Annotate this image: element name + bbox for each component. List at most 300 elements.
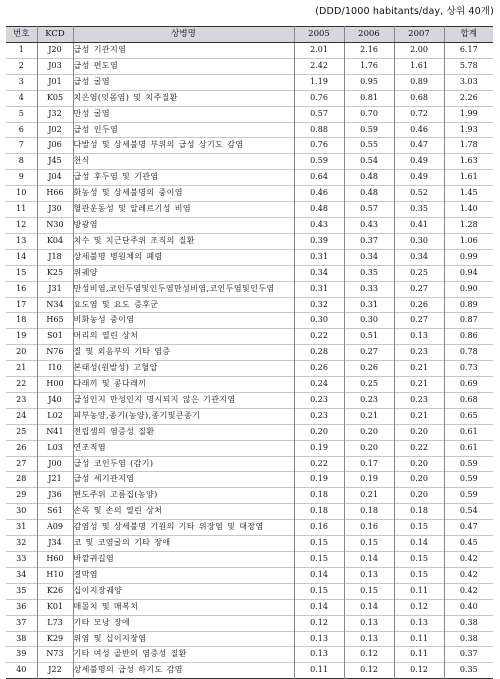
cell-disease-name: 급성 편도염 xyxy=(73,58,294,74)
cell-no: 19 xyxy=(6,329,37,345)
cell-2005: 0.14 xyxy=(294,599,344,615)
cell-disease-name: 기타 모낭 장애 xyxy=(73,615,294,631)
cell-no: 24 xyxy=(6,408,37,424)
cell-kcd: J01 xyxy=(37,74,73,90)
cell-no: 21 xyxy=(6,361,37,377)
cell-no: 33 xyxy=(6,552,37,568)
cell-total: 0.86 xyxy=(444,329,493,345)
cell-2006: 0.30 xyxy=(344,313,394,329)
cell-kcd: J06 xyxy=(37,138,73,154)
cell-no: 35 xyxy=(6,583,37,599)
cell-2006: 0.13 xyxy=(344,615,394,631)
cell-2005: 0.31 xyxy=(294,249,344,265)
cell-2007: 0.20 xyxy=(394,424,444,440)
cell-kcd: K01 xyxy=(37,599,73,615)
cell-total: 1.40 xyxy=(444,202,493,218)
cell-kcd: J21 xyxy=(37,472,73,488)
cell-2005: 0.15 xyxy=(294,583,344,599)
cell-2007: 0.20 xyxy=(394,472,444,488)
cell-total: 0.59 xyxy=(444,472,493,488)
cell-2007: 0.89 xyxy=(394,74,444,90)
cell-no: 9 xyxy=(6,170,37,186)
header-2007: 2007 xyxy=(394,27,444,43)
cell-2006: 0.16 xyxy=(344,520,394,536)
cell-2006: 0.48 xyxy=(344,170,394,186)
cell-no: 22 xyxy=(6,377,37,393)
cell-kcd: S01 xyxy=(37,329,73,345)
cell-2006: 0.26 xyxy=(344,361,394,377)
table-row xyxy=(6,313,493,329)
cell-2005: 2.42 xyxy=(294,58,344,74)
cell-total: 0.68 xyxy=(444,392,493,408)
header-total: 합계 xyxy=(444,27,493,43)
cell-kcd: S61 xyxy=(37,504,73,520)
header-2006: 2006 xyxy=(344,27,394,43)
table-row xyxy=(6,329,493,345)
table-row xyxy=(6,520,493,536)
cell-kcd: J18 xyxy=(37,249,73,265)
cell-no: 29 xyxy=(6,488,37,504)
table-row xyxy=(6,377,493,393)
cell-disease-name: 급성 세기관지염 xyxy=(73,472,294,488)
cell-2007: 0.13 xyxy=(394,615,444,631)
cell-kcd: J30 xyxy=(37,202,73,218)
cell-disease-name: 방광염 xyxy=(73,217,294,233)
cell-total: 1.99 xyxy=(444,106,493,122)
cell-2007: 0.11 xyxy=(394,631,444,647)
antibiotic-usage-table xyxy=(6,26,493,679)
cell-no: 37 xyxy=(6,615,37,631)
cell-kcd: J04 xyxy=(37,170,73,186)
cell-no: 5 xyxy=(6,106,37,122)
cell-2006: 0.15 xyxy=(344,536,394,552)
cell-2007: 0.52 xyxy=(394,186,444,202)
cell-2005: 0.19 xyxy=(294,440,344,456)
cell-no: 26 xyxy=(6,440,37,456)
cell-kcd: H66 xyxy=(37,186,73,202)
cell-disease-name: 감염성 및 상세불명 기원의 기타 위장염 및 대장염 xyxy=(73,520,294,536)
cell-kcd: J32 xyxy=(37,106,73,122)
table-row xyxy=(6,202,493,218)
cell-kcd: N76 xyxy=(37,345,73,361)
cell-2005: 0.14 xyxy=(294,567,344,583)
cell-kcd: I10 xyxy=(37,361,73,377)
table-row xyxy=(6,345,493,361)
cell-2007: 0.72 xyxy=(394,106,444,122)
cell-kcd: N73 xyxy=(37,647,73,663)
cell-kcd: J34 xyxy=(37,536,73,552)
cell-2006: 0.25 xyxy=(344,377,394,393)
cell-2005: 0.64 xyxy=(294,170,344,186)
cell-2007: 2.00 xyxy=(394,43,444,59)
cell-2005: 0.22 xyxy=(294,329,344,345)
cell-total: 0.61 xyxy=(444,440,493,456)
cell-disease-name: 비화농성 중이염 xyxy=(73,313,294,329)
cell-2005: 0.13 xyxy=(294,647,344,663)
cell-kcd: J45 xyxy=(37,154,73,170)
cell-2006: 0.20 xyxy=(344,440,394,456)
cell-total: 0.40 xyxy=(444,599,493,615)
cell-no: 16 xyxy=(6,281,37,297)
table-row xyxy=(6,106,493,122)
cell-disease-name: 요도염 및 요도 증후군 xyxy=(73,297,294,313)
cell-disease-name: 위궤양 xyxy=(73,265,294,281)
cell-2006: 0.17 xyxy=(344,456,394,472)
cell-2006: 0.13 xyxy=(344,631,394,647)
table-row xyxy=(6,424,493,440)
cell-2005: 2.01 xyxy=(294,43,344,59)
cell-2006: 0.34 xyxy=(344,249,394,265)
cell-kcd: N41 xyxy=(37,424,73,440)
cell-2007: 0.21 xyxy=(394,408,444,424)
table-row xyxy=(6,265,493,281)
cell-2006: 0.14 xyxy=(344,552,394,568)
header-row xyxy=(6,27,493,43)
cell-total: 0.37 xyxy=(444,647,493,663)
cell-2005: 0.59 xyxy=(294,154,344,170)
cell-2006: 0.19 xyxy=(344,472,394,488)
table-row xyxy=(6,488,493,504)
cell-disease-name: 전립샘의 염증성 질환 xyxy=(73,424,294,440)
cell-2005: 0.43 xyxy=(294,217,344,233)
cell-disease-name: 급성 코인두염 (감기) xyxy=(73,456,294,472)
cell-disease-name: 급성인지 만성인지 명시되지 않은 기관지염 xyxy=(73,392,294,408)
cell-2006: 2.16 xyxy=(344,43,394,59)
table-row xyxy=(6,408,493,424)
table-row xyxy=(6,583,493,599)
cell-disease-name: 치수 및 치근단주위 조직의 질환 xyxy=(73,233,294,249)
cell-no: 31 xyxy=(6,520,37,536)
cell-2006: 1.76 xyxy=(344,58,394,74)
header-2005: 2005 xyxy=(294,27,344,43)
cell-2007: 0.25 xyxy=(394,265,444,281)
cell-2006: 0.70 xyxy=(344,106,394,122)
cell-no: 4 xyxy=(6,90,37,106)
cell-2007: 0.49 xyxy=(394,154,444,170)
cell-kcd: H00 xyxy=(37,377,73,393)
cell-no: 1 xyxy=(6,43,37,59)
cell-kcd: K26 xyxy=(37,583,73,599)
cell-disease-name: 손목 및 손의 열린 상처 xyxy=(73,504,294,520)
cell-2007: 0.23 xyxy=(394,345,444,361)
cell-2007: 0.14 xyxy=(394,536,444,552)
cell-disease-name: 상세불명의 급성 하기도 감염 xyxy=(73,663,294,679)
cell-total: 0.38 xyxy=(444,631,493,647)
cell-disease-name: 화농성 및 상세불명의 중이염 xyxy=(73,186,294,202)
cell-2006: 0.12 xyxy=(344,663,394,679)
cell-total: 0.90 xyxy=(444,281,493,297)
cell-total: 2.26 xyxy=(444,90,493,106)
cell-2005: 0.57 xyxy=(294,106,344,122)
cell-2007: 0.13 xyxy=(394,329,444,345)
cell-2007: 0.27 xyxy=(394,281,444,297)
cell-no: 13 xyxy=(6,233,37,249)
cell-total: 0.35 xyxy=(444,663,493,679)
cell-disease-name: 연조직염 xyxy=(73,440,294,456)
cell-total: 1.45 xyxy=(444,186,493,202)
cell-kcd: J03 xyxy=(37,58,73,74)
cell-no: 17 xyxy=(6,297,37,313)
cell-disease-name: 천식 xyxy=(73,154,294,170)
cell-no: 14 xyxy=(6,249,37,265)
cell-2005: 0.28 xyxy=(294,345,344,361)
cell-disease-name: 급성 굴염 xyxy=(73,74,294,90)
cell-kcd: J40 xyxy=(37,392,73,408)
cell-2005: 0.39 xyxy=(294,233,344,249)
cell-total: 1.93 xyxy=(444,122,493,138)
cell-disease-name: 상세불명 병원체의 폐렴 xyxy=(73,249,294,265)
cell-disease-name: 급성 인두염 xyxy=(73,122,294,138)
cell-total: 0.42 xyxy=(444,567,493,583)
cell-no: 10 xyxy=(6,186,37,202)
cell-total: 0.78 xyxy=(444,345,493,361)
cell-no: 36 xyxy=(6,599,37,615)
cell-kcd: J20 xyxy=(37,43,73,59)
cell-total: 5.78 xyxy=(444,58,493,74)
cell-2005: 0.15 xyxy=(294,552,344,568)
cell-no: 11 xyxy=(6,202,37,218)
cell-2006: 0.48 xyxy=(344,186,394,202)
cell-2007: 0.26 xyxy=(394,297,444,313)
cell-2006: 0.57 xyxy=(344,202,394,218)
cell-disease-name: 혈관운동성 및 알레르기성 비염 xyxy=(73,202,294,218)
cell-total: 0.47 xyxy=(444,520,493,536)
cell-kcd: A09 xyxy=(37,520,73,536)
cell-total: 0.45 xyxy=(444,536,493,552)
cell-2005: 0.48 xyxy=(294,202,344,218)
table-row xyxy=(6,281,493,297)
cell-2006: 0.33 xyxy=(344,281,394,297)
cell-2005: 0.16 xyxy=(294,520,344,536)
table-row xyxy=(6,154,493,170)
cell-no: 32 xyxy=(6,536,37,552)
table-row xyxy=(6,552,493,568)
cell-no: 15 xyxy=(6,265,37,281)
cell-2006: 0.59 xyxy=(344,122,394,138)
table-row xyxy=(6,599,493,615)
cell-2006: 0.15 xyxy=(344,583,394,599)
cell-2007: 0.18 xyxy=(394,504,444,520)
cell-2007: 0.46 xyxy=(394,122,444,138)
cell-2005: 0.13 xyxy=(294,631,344,647)
cell-no: 18 xyxy=(6,313,37,329)
cell-no: 23 xyxy=(6,392,37,408)
cell-disease-name: 질 및 외음부의 기타 염증 xyxy=(73,345,294,361)
cell-kcd: J36 xyxy=(37,488,73,504)
cell-total: 6.17 xyxy=(444,43,493,59)
cell-2006: 0.55 xyxy=(344,138,394,154)
cell-kcd: H65 xyxy=(37,313,73,329)
cell-kcd: J02 xyxy=(37,122,73,138)
cell-disease-name: 결막염 xyxy=(73,567,294,583)
cell-total: 1.28 xyxy=(444,217,493,233)
table-row xyxy=(6,615,493,631)
cell-kcd: K29 xyxy=(37,631,73,647)
cell-2007: 0.34 xyxy=(394,249,444,265)
cell-2006: 0.21 xyxy=(344,488,394,504)
cell-total: 0.54 xyxy=(444,504,493,520)
cell-2005: 0.76 xyxy=(294,90,344,106)
table-row xyxy=(6,138,493,154)
table-row xyxy=(6,631,493,647)
cell-2007: 0.21 xyxy=(394,377,444,393)
cell-disease-name: 편도주위 고름집(농양) xyxy=(73,488,294,504)
cell-total: 0.61 xyxy=(444,424,493,440)
cell-total: 3.03 xyxy=(444,74,493,90)
cell-2006: 0.35 xyxy=(344,265,394,281)
cell-2007: 0.41 xyxy=(394,217,444,233)
cell-2005: 1.19 xyxy=(294,74,344,90)
table-row xyxy=(6,456,493,472)
cell-no: 38 xyxy=(6,631,37,647)
cell-disease-name: 다래끼 및 콩다래끼 xyxy=(73,377,294,393)
cell-kcd: N30 xyxy=(37,217,73,233)
table-row xyxy=(6,567,493,583)
cell-2007: 0.20 xyxy=(394,488,444,504)
cell-2007: 0.15 xyxy=(394,552,444,568)
cell-2005: 0.26 xyxy=(294,361,344,377)
cell-kcd: H60 xyxy=(37,552,73,568)
cell-2007: 0.15 xyxy=(394,520,444,536)
cell-total: 0.38 xyxy=(444,615,493,631)
cell-no: 3 xyxy=(6,74,37,90)
cell-disease-name: 기타 여성 골반의 염증성 질환 xyxy=(73,647,294,663)
cell-2007: 0.47 xyxy=(394,138,444,154)
table-row xyxy=(6,43,493,59)
table-row xyxy=(6,663,493,679)
cell-no: 34 xyxy=(6,567,37,583)
cell-2007: 0.49 xyxy=(394,170,444,186)
cell-2005: 0.18 xyxy=(294,488,344,504)
cell-2006: 0.37 xyxy=(344,233,394,249)
cell-2005: 0.46 xyxy=(294,186,344,202)
cell-2005: 0.15 xyxy=(294,536,344,552)
cell-2005: 0.31 xyxy=(294,281,344,297)
table-body xyxy=(6,43,493,679)
cell-2006: 0.43 xyxy=(344,217,394,233)
cell-kcd: J31 xyxy=(37,281,73,297)
cell-kcd: L73 xyxy=(37,615,73,631)
cell-2005: 0.88 xyxy=(294,122,344,138)
cell-disease-name: 치은염(잇몸염) 및 치주질환 xyxy=(73,90,294,106)
cell-2006: 0.14 xyxy=(344,599,394,615)
cell-2007: 0.11 xyxy=(394,583,444,599)
table-row xyxy=(6,122,493,138)
cell-2006: 0.51 xyxy=(344,329,394,345)
table-row xyxy=(6,74,493,90)
cell-2006: 0.95 xyxy=(344,74,394,90)
cell-disease-name: 급성 후두염 및 기관염 xyxy=(73,170,294,186)
cell-total: 1.78 xyxy=(444,138,493,154)
cell-no: 40 xyxy=(6,663,37,679)
cell-no: 6 xyxy=(6,122,37,138)
cell-kcd: J22 xyxy=(37,663,73,679)
table-row xyxy=(6,249,493,265)
cell-disease-name: 머리의 열린 상처 xyxy=(73,329,294,345)
cell-disease-name: 다발성 및 상세불명 부위의 급성 상기도 감염 xyxy=(73,138,294,154)
cell-no: 20 xyxy=(6,345,37,361)
table-caption: (DDD/1000 habitants/day, 상위 40개) xyxy=(315,6,494,17)
cell-no: 27 xyxy=(6,456,37,472)
cell-2005: 0.23 xyxy=(294,408,344,424)
cell-2006: 0.18 xyxy=(344,504,394,520)
cell-2007: 0.27 xyxy=(394,313,444,329)
cell-total: 1.61 xyxy=(444,170,493,186)
cell-kcd: K05 xyxy=(37,90,73,106)
cell-2007: 0.12 xyxy=(394,663,444,679)
cell-kcd: L03 xyxy=(37,440,73,456)
cell-disease-name: 만성비염,코인두염및인두염만성비염,코인두염및인두염 xyxy=(73,281,294,297)
cell-kcd: J00 xyxy=(37,456,73,472)
cell-total: 0.69 xyxy=(444,377,493,393)
cell-kcd: K04 xyxy=(37,233,73,249)
cell-2005: 0.24 xyxy=(294,377,344,393)
cell-2007: 0.20 xyxy=(394,456,444,472)
cell-2005: 0.12 xyxy=(294,615,344,631)
cell-total: 0.42 xyxy=(444,552,493,568)
cell-kcd: K25 xyxy=(37,265,73,281)
table-row xyxy=(6,90,493,106)
cell-2005: 0.30 xyxy=(294,313,344,329)
cell-total: 0.42 xyxy=(444,583,493,599)
table-row xyxy=(6,186,493,202)
cell-2006: 0.20 xyxy=(344,424,394,440)
cell-disease-name: 매몰치 및 매복치 xyxy=(73,599,294,615)
cell-2005: 0.32 xyxy=(294,297,344,313)
cell-total: 1.06 xyxy=(444,233,493,249)
cell-2007: 0.22 xyxy=(394,440,444,456)
cell-2005: 0.19 xyxy=(294,472,344,488)
cell-total: 0.94 xyxy=(444,265,493,281)
table-row xyxy=(6,170,493,186)
cell-2006: 0.13 xyxy=(344,567,394,583)
cell-2006: 0.81 xyxy=(344,90,394,106)
cell-2005: 0.76 xyxy=(294,138,344,154)
cell-2007: 0.23 xyxy=(394,392,444,408)
cell-2005: 0.20 xyxy=(294,424,344,440)
cell-2005: 0.11 xyxy=(294,663,344,679)
cell-total: 0.59 xyxy=(444,456,493,472)
cell-total: 0.59 xyxy=(444,488,493,504)
header-no: 번호 xyxy=(6,27,37,43)
cell-total: 1.63 xyxy=(444,154,493,170)
cell-2007: 0.15 xyxy=(394,567,444,583)
cell-no: 8 xyxy=(6,154,37,170)
cell-total: 0.99 xyxy=(444,249,493,265)
cell-no: 28 xyxy=(6,472,37,488)
table-row xyxy=(6,392,493,408)
cell-disease-name: 급성 기관지염 xyxy=(73,43,294,59)
cell-total: 0.89 xyxy=(444,297,493,313)
cell-2006: 0.31 xyxy=(344,297,394,313)
cell-kcd: L02 xyxy=(37,408,73,424)
table-row xyxy=(6,504,493,520)
cell-disease-name: 바깥귀길염 xyxy=(73,552,294,568)
cell-kcd: N34 xyxy=(37,297,73,313)
cell-2006: 0.21 xyxy=(344,408,394,424)
cell-total: 0.65 xyxy=(444,408,493,424)
header-kcd: KCD xyxy=(37,27,73,43)
cell-no: 2 xyxy=(6,58,37,74)
table-row xyxy=(6,361,493,377)
cell-no: 39 xyxy=(6,647,37,663)
table-row xyxy=(6,233,493,249)
cell-disease-name: 위염 및 십이지장염 xyxy=(73,631,294,647)
cell-2005: 0.18 xyxy=(294,504,344,520)
cell-no: 7 xyxy=(6,138,37,154)
cell-disease-name: 만성 굴염 xyxy=(73,106,294,122)
table-row xyxy=(6,297,493,313)
